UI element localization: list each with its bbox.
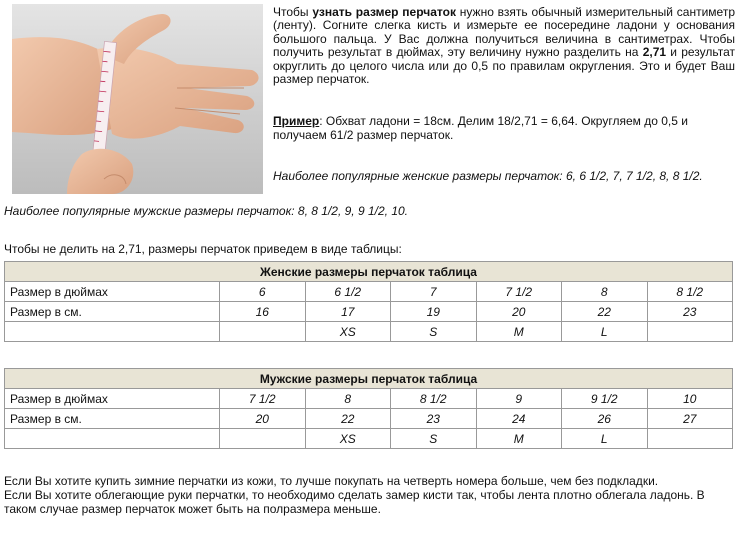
note-tight-gloves: Если Вы хотите облегающие руки перчатки, то необходимо сделать замер кисти так, чтобы лента плотно облегала ладонь. В таком случае размер перчаток может быть на полразмера меньше. [4, 488, 705, 516]
cell: 6 [220, 282, 306, 302]
cell: 17 [305, 302, 391, 322]
cell: XS [305, 429, 391, 449]
cell: 7 1/2 [220, 389, 306, 409]
cell [647, 429, 733, 449]
example-label: Пример [273, 114, 320, 128]
women-table-title: Женские размеры перчаток таблица [5, 262, 733, 282]
table-intro: Чтобы не делить на 2,71, размеры перчаток приведем в виде таблицы: [4, 242, 402, 256]
cell: 8 [305, 389, 391, 409]
table-row [5, 282, 733, 302]
note-winter-gloves: Если Вы хотите купить зимние перчатки из кожи, то лучше покупать на четверть номера больше, чем без подкладки. [4, 474, 659, 488]
cell: 8 1/2 [647, 282, 733, 302]
cell: S [391, 429, 477, 449]
cell: 6 1/2 [305, 282, 391, 302]
row-label: Размер в см. [5, 302, 220, 322]
cell: 7 1/2 [476, 282, 562, 302]
men-table-title: Мужские размеры перчаток таблица [5, 369, 733, 389]
cell: 9 1/2 [562, 389, 648, 409]
row-label [5, 322, 220, 342]
cell: 27 [647, 409, 733, 429]
popular-women-sizes: Наиболее популярные женские размеры перчаток: 6, 6 1/2, 7, 7 1/2, 8, 8 1/2. [273, 169, 703, 183]
row-label: Размер в дюймах [5, 282, 220, 302]
intro-text2: и результат округлить до целого числа или до 0,5 по правилам округления. Это и будет Ваш размер перчаток. [273, 45, 735, 87]
cell: L [562, 322, 648, 342]
table-row [5, 322, 733, 342]
cell: M [476, 429, 562, 449]
table-row [5, 389, 733, 409]
intro-paragraph [273, 6, 735, 86]
example-paragraph [273, 114, 735, 142]
cell: 19 [391, 302, 477, 322]
intro-lead: Чтобы [273, 5, 313, 19]
cell: 23 [647, 302, 733, 322]
cell: 23 [391, 409, 477, 429]
cell: 8 1/2 [391, 389, 477, 409]
cell: 7 [391, 282, 477, 302]
cell: 20 [220, 409, 306, 429]
row-label: Размер в дюймах [5, 389, 220, 409]
men-size-table [4, 368, 733, 449]
cell [220, 322, 306, 342]
cell: 16 [220, 302, 306, 322]
cell: 8 [562, 282, 648, 302]
cell: 10 [647, 389, 733, 409]
intro-text1: нужно взять обычный измерительный сантиметр (ленту). Согните слегка кисть и измерьте ее посередине ладони у основания большого пальца. У Вас должна получиться величина в сантиметрах. Чтобы получить результат в дюймах, эту величину нужно разделить на [273, 5, 735, 60]
table-row [5, 409, 733, 429]
popular-men-sizes: Наиболее популярные мужские размеры перчаток: 8, 8 1/2, 9, 9 1/2, 10. [4, 204, 409, 218]
cell [647, 322, 733, 342]
cell: XS [305, 322, 391, 342]
cell: 22 [305, 409, 391, 429]
cell: 22 [562, 302, 648, 322]
cell: L [562, 429, 648, 449]
women-size-table [4, 261, 733, 342]
cell: 20 [476, 302, 562, 322]
cell: 24 [476, 409, 562, 429]
notes [4, 474, 734, 516]
table-row [5, 302, 733, 322]
hand-illustration [12, 4, 263, 194]
table-row [5, 429, 733, 449]
row-label [5, 429, 220, 449]
intro-lead-bold: узнать размер перчаток [312, 5, 456, 19]
row-label: Размер в см. [5, 409, 220, 429]
cell: 9 [476, 389, 562, 409]
example-text: : Обхват ладони = 18см. Делим 18/2,71 = 6,64. Округляем до 0,5 и получаем 61/2 размер перчаток. [273, 114, 688, 142]
cell: S [391, 322, 477, 342]
cell [220, 429, 306, 449]
intro-divisor: 2,71 [642, 45, 667, 60]
cell: 26 [562, 409, 648, 429]
hand-measuring-photo [12, 4, 263, 194]
cell: M [476, 322, 562, 342]
